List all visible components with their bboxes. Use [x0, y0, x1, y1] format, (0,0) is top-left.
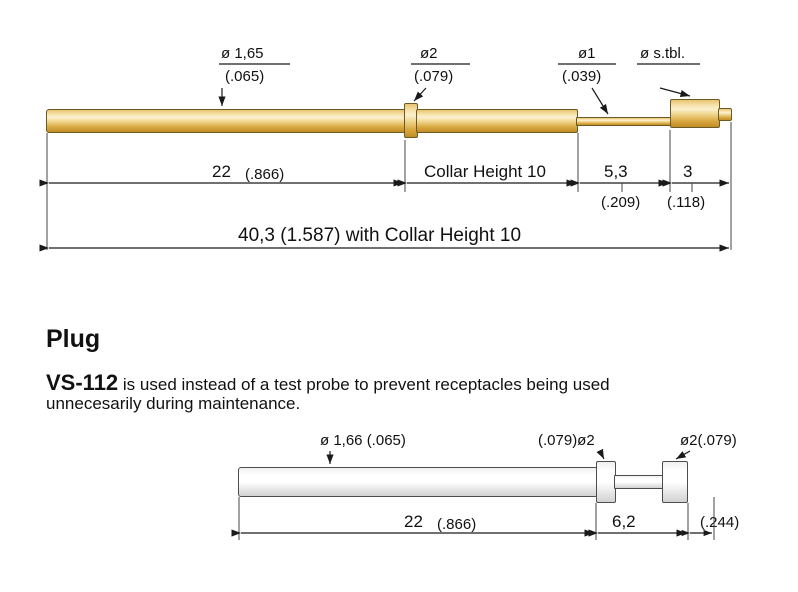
- dimension-total: 40,3 (1.587) with Collar Height 10: [238, 225, 522, 246]
- dimension-collar-height: Collar Height 10: [424, 162, 546, 181]
- callout-diameter-165: ø 1,65: [221, 45, 264, 62]
- plug-title: Plug: [46, 325, 101, 353]
- callout-diameter-165-inch: (.065): [225, 68, 265, 85]
- plug-flange-left: [596, 461, 616, 503]
- plug-neck: [614, 475, 664, 489]
- probe-tip-head: [670, 99, 720, 128]
- callout-bottom-diameter-166: ø 1,66 (.065): [320, 432, 406, 449]
- dimension-bottom-22-inch: (.866): [437, 516, 477, 533]
- callout-diameter-1: ø1: [578, 45, 596, 62]
- probe-main-shaft: [46, 109, 406, 133]
- dimension-bottom-62: 6,2: [612, 512, 636, 531]
- callout-diameter-2-inch: (.079): [414, 68, 454, 85]
- plug-flange-right: [662, 461, 688, 503]
- callout-bottom-diameter-2-right: ø2(.079): [680, 432, 737, 449]
- dimension-53-inch: (.209): [601, 194, 641, 211]
- probe-mid-shaft: [416, 109, 578, 133]
- callout-diameter-1-inch: (.039): [562, 68, 602, 85]
- part-number: VS-112: [46, 370, 119, 395]
- callout-diameter-stbl: ø s.tbl.: [640, 45, 686, 62]
- description-line-1: is used instead of a test probe to prevent receptacles being used: [122, 375, 610, 394]
- dimension-3-value: 3: [683, 162, 693, 181]
- probe-plunger: [576, 117, 672, 126]
- callout-diameter-2: ø2: [420, 45, 438, 62]
- description-line-2: unnecesarily during maintenance.: [46, 394, 301, 413]
- dimension-bottom-22-value: 22: [404, 512, 423, 531]
- dimension-3-inch: (.118): [667, 194, 706, 211]
- dimension-bottom-244: (.244): [700, 514, 740, 531]
- callout-bottom-diameter-2-left: (.079)ø2: [538, 432, 595, 449]
- plug-main-body: [238, 467, 598, 497]
- dimension-22-value: 22: [212, 162, 231, 181]
- dimension-22-inch: (.866): [245, 166, 285, 183]
- dimension-53-value: 5,3: [604, 162, 628, 181]
- probe-tip-stub: [718, 108, 732, 121]
